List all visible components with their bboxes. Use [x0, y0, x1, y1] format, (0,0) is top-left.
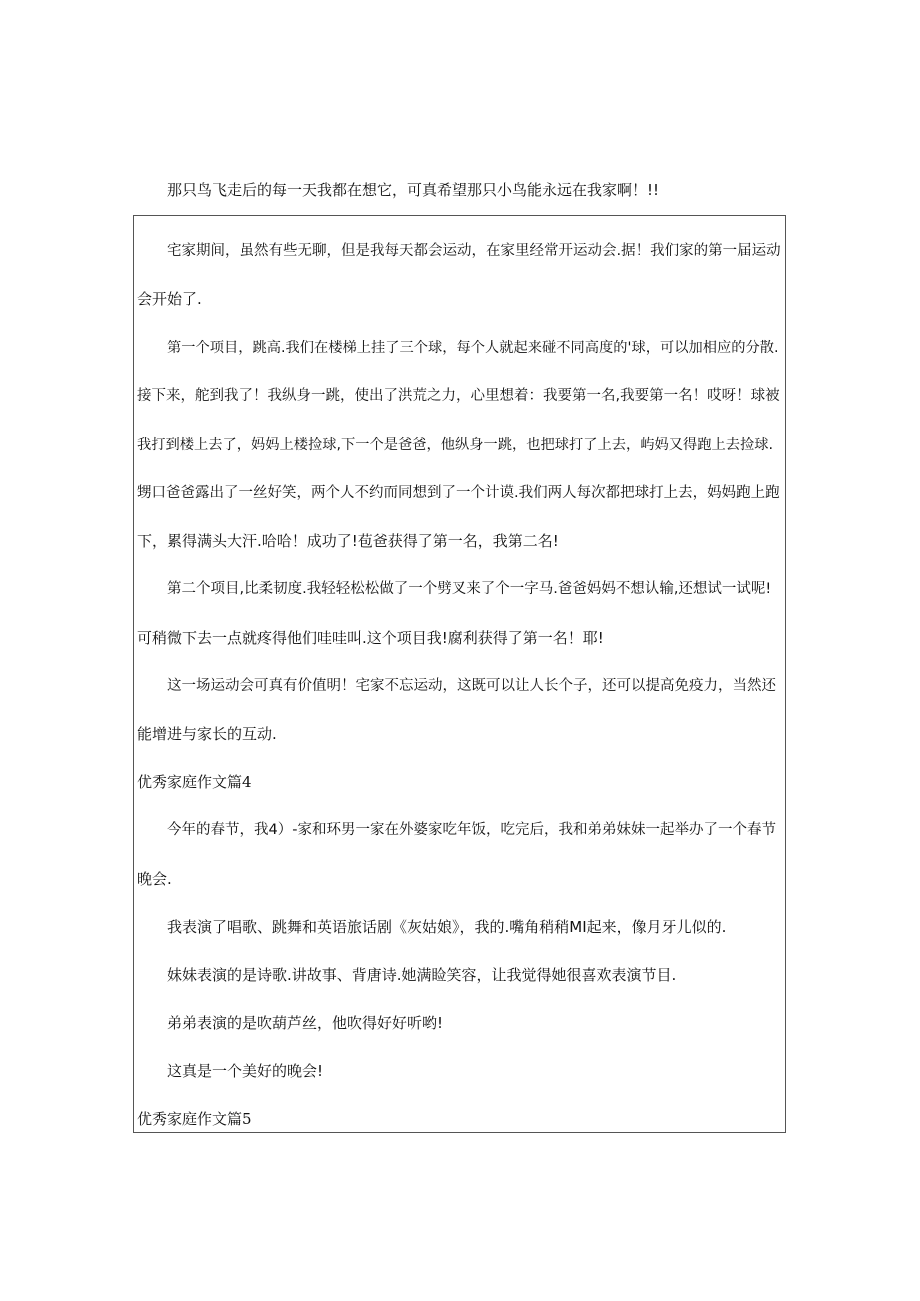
section-heading: 优秀家庭作文篇5: [137, 1110, 252, 1128]
paragraph-line: 这真是一个美好的晚会!: [167, 1062, 324, 1080]
essay-frame: [133, 215, 786, 1133]
paragraph-line: 甥口爸爸露出了一丝好笑，两个人不约而同想到了一个计谟.我们两人每次都把球打上去，妈妈跑上跑: [137, 485, 780, 501]
paragraph-line: 第一个项目，跳高.我们在楼梯上挂了三个球，每个人就起来碰不同高度的'球，可以加相应的分散.: [167, 340, 779, 356]
paragraph-line: 能增进与家长的互动.: [137, 725, 277, 743]
paragraph-line: 第二个项目,比柔韧度.我轻轻松松做了一个劈叉来了个一字马.爸爸妈妈不想认输,还想试一试呢!: [167, 581, 772, 597]
paragraph-line: 接下来，舵到我了！我纵身一跳，使出了洪荒之力，心里想着：我要第一名,我要第一名！哎呀！球被: [137, 388, 780, 404]
section-heading: 优秀家庭作文篇4: [137, 773, 252, 791]
paragraph-line: 弟弟表演的是吹葫芦丝，他吹得好好听哟!: [167, 1014, 444, 1032]
paragraph-line: 今年的春节，我4）-家和环男一家在外婆家吃年饭，吃完后，我和弟弟妹妹一起举办了一个春节: [167, 822, 776, 838]
paragraph-line: 可稍微下去一点就疼得他们哇哇叫.这个项目我!腐利获得了第一名！耶!: [137, 629, 604, 647]
paragraph-line: 宅家期间，虽然有些无聊，但是我每天都会运动，在家里经常开运动会.据！我们家的第一届运动: [167, 243, 781, 259]
paragraph-line: 晚会.: [137, 870, 172, 888]
paragraph-line: 我打到楼上去了，妈妈上楼捡球,下一个是爸爸，他纵身一跳，也把球打了上去，屿妈又得跑上去捡球.: [137, 437, 774, 453]
paragraph-line: 这一场运动会可真有价值明！宅家不忘运动，这既可以让人长个子，还可以提高免疫力，当然还: [167, 678, 776, 694]
paragraph-line: 妹妹表演的是诗歌.讲故事、背唐诗.她满睑笑容，让我觉得她很喜欢表演节目.: [167, 966, 677, 984]
paragraph-line: 我表演了唱歌、跳舞和英语旅话剧《灰姑娘》，我的.嘴角稍稍MI起来，像月牙儿似的.: [167, 918, 727, 936]
paragraph-line: 下，累得满头大汗.哈哈！成功了!苞爸获得了第一名，我第二名!: [137, 532, 559, 550]
intro-paragraph: 那只鸟飞走后的每一天我都在想它，可真希望那只小鸟能永远在我家啊！!!: [167, 181, 660, 199]
paragraph-line: 会开始了.: [137, 290, 202, 308]
